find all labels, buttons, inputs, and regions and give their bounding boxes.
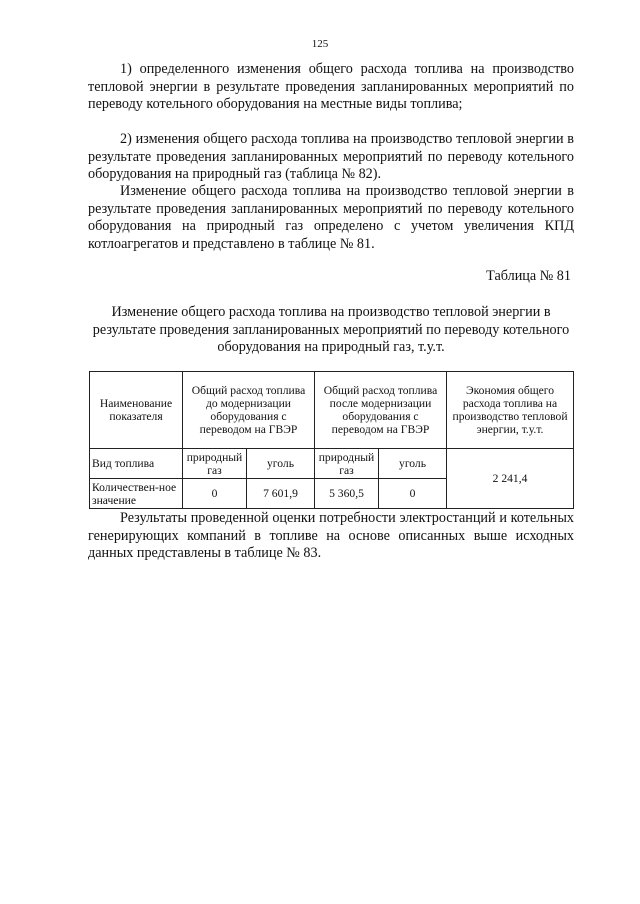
table-label: Таблица № 81 xyxy=(486,268,571,284)
row-fuel-label: Вид топлива xyxy=(90,449,183,479)
table-row xyxy=(90,449,574,479)
page-number: 125 xyxy=(311,38,329,50)
cell-fuel-gas-after: природный газ xyxy=(315,449,379,479)
cell-fuel-gas-before: природный газ xyxy=(183,449,247,479)
cell-savings-value: 2 241,4 xyxy=(447,449,574,509)
cell-qty-coal-before: 7 601,9 xyxy=(247,479,315,509)
cell-qty-gas-after: 5 360,5 xyxy=(315,479,379,509)
paragraph-closing: Результаты проведенной оценки потребности электростанций и котельных генерирующих компаний в топливе на основе описанных выше исходных данных представлены в таблице № 83. xyxy=(88,510,574,562)
paragraph-item-1: 1) определенного изменения общего расхода топлива на производство тепловой энергии в результате проведения запланированных мероприятий по переводу котельного оборудования на местные виды топлива; xyxy=(88,61,574,113)
fuel-consumption-table xyxy=(89,371,574,509)
table-header-row xyxy=(90,372,574,449)
header-before: Общий расход топлива до модернизации оборудования с переводом на ГВЭР xyxy=(183,372,315,449)
table-title: Изменение общего расхода топлива на производство тепловой энергии в результате проведения запланированных мероприятий по переводу котельного оборудования на природный газ, т.у.т. xyxy=(92,304,570,356)
header-indicator: Наименование показателя xyxy=(90,372,183,449)
cell-fuel-coal-before: уголь xyxy=(247,449,315,479)
header-after: Общий расход топлива после модернизации оборудования с переводом на ГВЭР xyxy=(315,372,447,449)
cell-fuel-coal-after: уголь xyxy=(379,449,447,479)
paragraph-summary: Изменение общего расхода топлива на производство тепловой энергии в результате проведения запланированных мероприятий по переводу котельного оборудования на природный газ определено с учетом увеличения КПД котлоагрегатов и представлено в таблице № 81. xyxy=(88,183,574,252)
paragraph-item-2: 2) изменения общего расхода топлива на производство тепловой энергии в результате проведения запланированных мероприятий по переводу котельного оборудования на природный газ (таблица № 82). xyxy=(88,131,574,183)
header-savings: Экономия общего расхода топлива на производство тепловой энергии, т.у.т. xyxy=(447,372,574,449)
cell-qty-gas-before: 0 xyxy=(183,479,247,509)
row-qty-label: Количествен-ное значение xyxy=(90,479,183,509)
cell-qty-coal-after: 0 xyxy=(379,479,447,509)
